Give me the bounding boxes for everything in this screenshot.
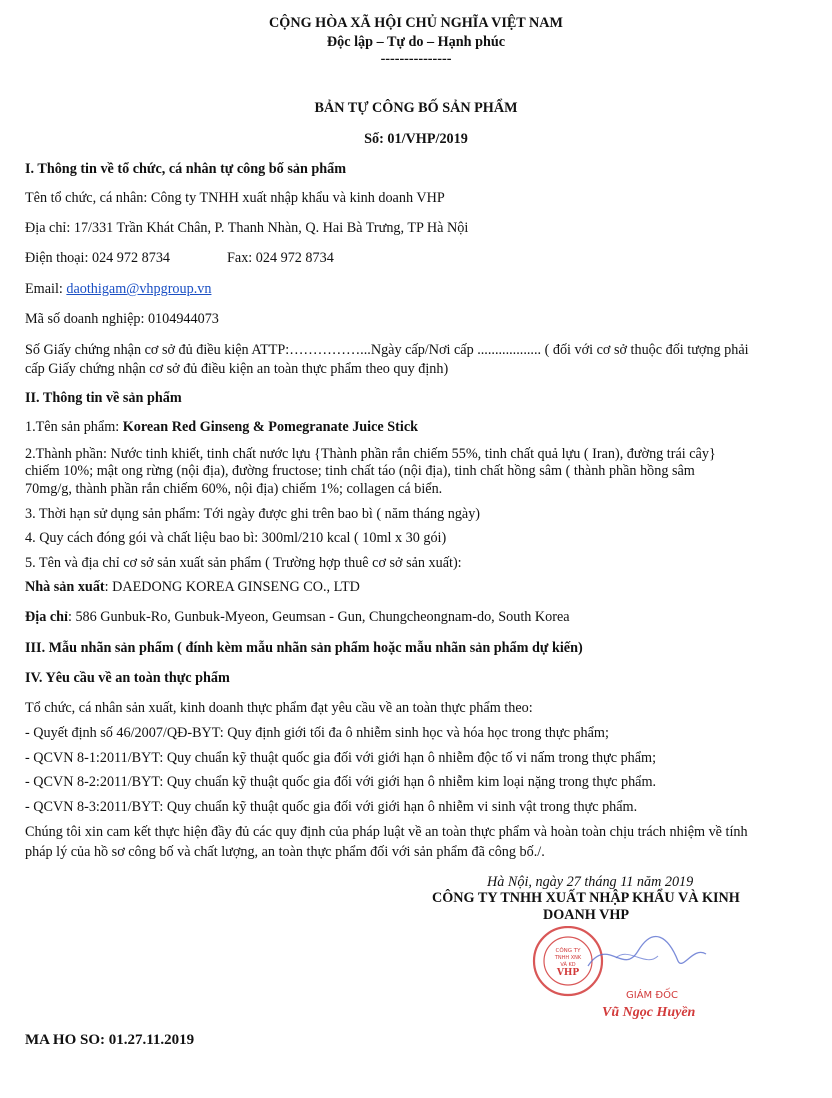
org-name: Tên tổ chức, cá nhân: Công ty TNHH xuất nhập khẩu và kinh doanh VHP — [25, 190, 445, 206]
regulation-item: - Quyết định số 46/2007/QĐ-BYT: Quy định giới tối đa ô nhiễm sinh học và hóa học trong thực phẩm; — [25, 725, 609, 741]
country-header: CỘNG HÒA XÃ HỘI CHỦ NGHĨA VIỆT NAM — [269, 15, 563, 31]
manufacturer-row — [25, 579, 360, 596]
company-name-line-2: DOANH VHP — [543, 907, 630, 923]
regulation-item: - QCVN 8-2:2011/BYT: Quy chuẩn kỹ thuật quốc gia đối với giới hạn ô nhiễm kim loại nặng trong thực phẩm. — [25, 774, 657, 790]
email-label: Email: — [25, 281, 63, 297]
email-link[interactable]: daothigam@vhpgroup.vn — [66, 281, 212, 297]
manufacturer-address-row — [25, 609, 570, 626]
shelf-life: 3. Thời hạn sử dụng sản phẩm: Tới ngày được ghi trên bao bì ( năm tháng ngày) — [25, 506, 481, 522]
director-title: GIÁM ĐỐC — [626, 990, 678, 1001]
svg-text:TNHH XNK: TNHH XNK — [554, 955, 582, 961]
national-motto: Độc lập – Tự do – Hạnh phúc — [326, 34, 506, 50]
packaging: 4. Quy cách đóng gói và chất liệu bao bì: 300ml/210 kcal ( 10ml x 30 gói) — [25, 530, 447, 546]
company-name-line-1: CÔNG TY TNHH XUẤT NHẬP KHẨU VÀ KINH — [432, 890, 740, 906]
manufacturer-name: : DAEDONG KOREA GINSENG CO., LTD — [104, 579, 360, 595]
svg-text:CÔNG TY: CÔNG TY — [555, 948, 581, 954]
svg-text:VHP: VHP — [556, 968, 580, 978]
manufacturer-label: Nhà sản xuất — [25, 579, 105, 595]
director-name: Vũ Ngọc Huyền — [602, 1005, 696, 1020]
regulation-item: - QCVN 8-3:2011/BYT: Quy chuẩn kỹ thuật quốc gia đối với giới hạn ô nhiễm vi sinh vật trong thực phẩm. — [25, 799, 638, 815]
ingredients-line-1: 2.Thành phần: Nước tinh khiết, tinh chất nước lựu {Thành phần rắn chiếm 55%, tinh chất quả lựu ( Iran), đường trái cây} — [25, 446, 716, 462]
section1-heading: I. Thông tin về tổ chức, cá nhân tự công bố sản phẩm — [25, 161, 347, 177]
product-name-row — [25, 419, 418, 436]
manufacturer-intro: 5. Tên và địa chỉ cơ sở sản xuất sản phẩm ( Trường hợp thuê cơ sở sản xuất): — [25, 555, 462, 571]
ingredients-line-2: chiếm 10%; mật ong rừng (nội địa), đường fructose; tinh chất táo (nội địa), tinh chất hồng sâm ( thành phần hồng sâm — [25, 463, 695, 479]
org-address: Địa chỉ: 17/331 Trần Khát Chân, P. Thanh Nhàn, Q. Hai Bà Trưng, TP Hà Nội — [25, 220, 469, 236]
safety-intro: Tổ chức, cá nhân sản xuất, kinh doanh thực phẩm đạt yêu cầu về an toàn thực phẩm theo: — [25, 700, 533, 716]
section2-heading: II. Thông tin về sản phẩm — [25, 390, 182, 406]
document-number: Số: 01/VHP/2019 — [364, 131, 468, 147]
svg-text:VÀ KD: VÀ KD — [560, 962, 576, 968]
file-code: MA HO SO: 01.27.11.2019 — [25, 1032, 195, 1048]
place-date: Hà Nội, ngày 27 tháng 11 năm 2019 — [487, 874, 694, 890]
ingredients-line-3: 70mg/g, thành phần rắn chiếm 60%, nội địa) chiếm 1%; collagen cá biển. — [25, 481, 443, 497]
product-name: Korean Red Ginseng & Pomegranate Juice Stick — [122, 419, 419, 435]
header-divider: --------------- — [380, 51, 452, 67]
section3-heading: III. Mẫu nhãn sản phẩm ( đính kèm mẫu nhãn sản phẩm hoặc mẫu nhãn sản phẩm dự kiến) — [25, 640, 583, 656]
product-label: 1.Tên sản phẩm: — [25, 419, 120, 435]
certificate-line-1: Số Giấy chứng nhận cơ sở đủ điều kiện ATTP:……………...Ngày cấp/Nơi cấp .................. ( đối với cơ sở thuộc đối tượng phải — [25, 342, 749, 358]
tax-code: Mã số doanh nghiệp: 0104944073 — [25, 311, 219, 327]
org-fax: Fax: 024 972 8734 — [227, 250, 334, 266]
commitment-line-2: pháp lý của hồ sơ công bố và chất lượng, an toàn thực phẩm đối với sản phẩm đã công bố./. — [25, 844, 545, 860]
section4-heading: IV. Yêu cầu về an toàn thực phẩm — [25, 670, 230, 686]
certificate-line-2: cấp Giấy chứng nhận cơ sở đủ điều kiện an toàn thực phẩm theo quy định) — [25, 361, 449, 377]
mfr-address-label: Địa chỉ — [25, 609, 68, 625]
document-title: BẢN TỰ CÔNG BỐ SẢN PHẨM — [314, 100, 518, 116]
mfr-address: : 586 Gunbuk-Ro, Gunbuk-Myeon, Geumsan - Gun, Chungcheongnam-do, South Korea — [67, 609, 570, 625]
regulation-item: - QCVN 8-1:2011/BYT: Quy chuẩn kỹ thuật quốc gia đối với giới hạn ô nhiễm độc tố vi nấm trong thực phẩm; — [25, 750, 657, 766]
org-phone: Điện thoại: 024 972 8734 — [25, 250, 171, 266]
commitment-line-1: Chúng tôi xin cam kết thực hiện đầy đủ các quy định của pháp luật về an toàn thực phẩm và hoàn toàn chịu trách nhiệm về tính — [25, 824, 748, 840]
org-email-row — [25, 281, 211, 298]
